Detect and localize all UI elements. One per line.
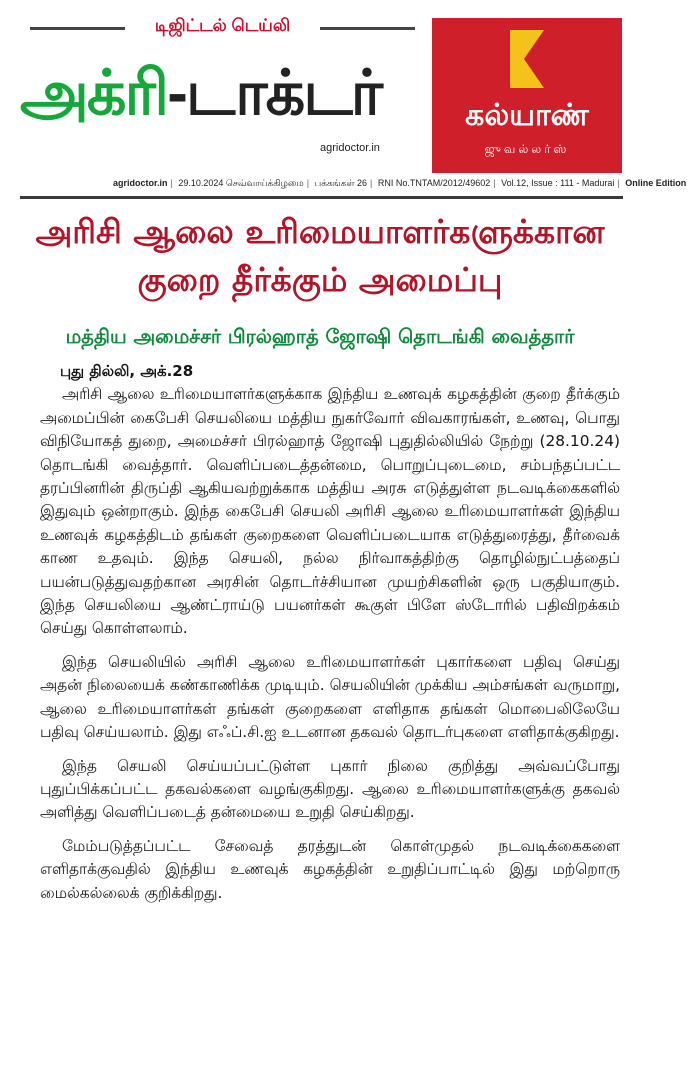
article-headline [20,208,620,304]
logo-part-green: அக்ரி [20,59,168,128]
headline-line-2: குறை தீர்க்கும் அமைப்பு [137,260,503,299]
newspaper-logo [20,48,420,140]
paragraph: இந்த செயலியில் அரிசி ஆலை உரிமையாளர்கள் புகார்களை பதிவு செய்து அதன் நிலையைக் கண்காணிக்க முடியும். செயலியின் முக்கிய அம்சங்கள் வருமாறு, ஆலை உரிமையாளர்கள் தங்கள் குறைகளை எளிதாக தங்கள் மொபைலிலேயே பதிவு செய்யலாம். இது எஃப்.சி.ஐ உடனான தகவல் தொடர்புகளை எளிதாக்குகிறது. [40,652,620,742]
dateline: புது தில்லி, அக்.28 [60,362,194,380]
issue-info-bar: agridoctor.in | 29.10.2024 செவ்வாய்க்கிழமை | பக்கங்கள் 26 | RNI No.TNTAM/2012/49602 | Vol.12, Issue : 111 - Madurai | Online Edition [113,178,687,188]
ad-brand-name: கல்யாண் [465,98,589,133]
info-pages: பக்கங்கள் 26 [314,178,368,188]
tagline: டிஜிட்டல் டெய்லி [154,16,291,35]
paragraph: அரிசி ஆலை உரிமையாளர்களுக்காக இந்திய உணவுக் கழகத்தின் குறை தீர்க்கும் அமைப்பின் கைபேசி செயலியை மத்திய நுகர்வோர் விவகாரங்கள், உணவு, பொது விநியோகத் துறை, அமைச்சர் பிரல்ஹாத் ஜோஷி புதுதில்லியில் நேற்று (28.10.24) தொடங்கி வைத்தார். வெளிப்படைத்தன்மை, பொறுப்புடைமை, சம்பந்தப்பட்ட தரப்பினரின் திருப்தி ஆகியவற்றுக்காக மத்திய அரசு எடுத்துள்ள நடவடிக்கைகளில் இதுவும் ஒன்றாகும். இந்த கைபேசி செயலி அரிசி ஆலை உரிமையாளர்கள் இந்திய உணவுக் கழகத்திடம் தங்கள் குறைகளை வெளிப்படையாக எடுத்துரைத்து, தீர்வைக் காண உதவும். இந்த செயலி, நல்ல நிர்வாகத்திற்கு தொழில்நுட்பத்தைப் பயன்படுத்துவதற்கான அரசின் தொடர்ச்சியான முயற்சிகளின் ஒரு பகுதியாகும். இந்த செயலியை ஆண்ட்ராய்டு பயனர்கள் கூகுள் பிளே ஸ்டோரில் பதிவிறக்கம் செய்து கொள்ளலாம். [40,385,620,638]
article-subheadline: மத்திய அமைச்சர் பிரல்ஹாத் ஜோஷி தொடங்கி வைத்தார் [65,325,575,348]
paragraph: மேம்படுத்தப்பட்ட சேவைத் தரத்துடன் கொள்முதல் நடவடிக்கைகளை எளிதாக்குவதில் இந்திய உணவுக் கழகத்தின் உறுதிப்பாட்டில் இது மற்றொரு மைல்கல்லைக் குறிக்கிறது. [40,836,620,902]
article-body [40,360,620,915]
headline-line-1: அரிசி ஆலை உரிமையாளர்களுக்கான [35,212,605,251]
tagline-rule-left [30,27,125,30]
advertisement-banner[interactable] [432,18,622,173]
info-rni: RNI No.TNTAM/2012/49602 [377,178,491,188]
info-edition: Online Edition [625,178,687,188]
tagline-rule-right [320,27,415,30]
info-issue: Vol.12, Issue : 111 - Madurai [501,178,615,188]
logo-part-dark: -டாக்டர் [167,59,381,128]
info-site[interactable]: agridoctor.in [113,178,168,188]
logo-site-url: agridoctor.in [320,142,380,154]
kalyan-logo-icon [510,30,544,88]
tagline-bar [30,16,415,40]
ad-brand-subtitle: ஜுவல்லர்ஸ் [484,142,570,156]
masthead [0,0,687,198]
masthead-divider [20,196,623,199]
info-date: 29.10.2024 செவ்வாய்க்கிழமை [178,178,304,188]
paragraph: இந்த செயலி செய்யப்பட்டுள்ள புகார் நிலை குறித்து அவ்வப்போது புதுப்பிக்கப்பட்ட தகவல்களை வழங்குகிறது. ஆலை உரிமையாளர்களுக்கு தகவல் அளித்து வெளிப்படைத் தன்மையை உறுதி செய்கிறது. [40,756,620,822]
